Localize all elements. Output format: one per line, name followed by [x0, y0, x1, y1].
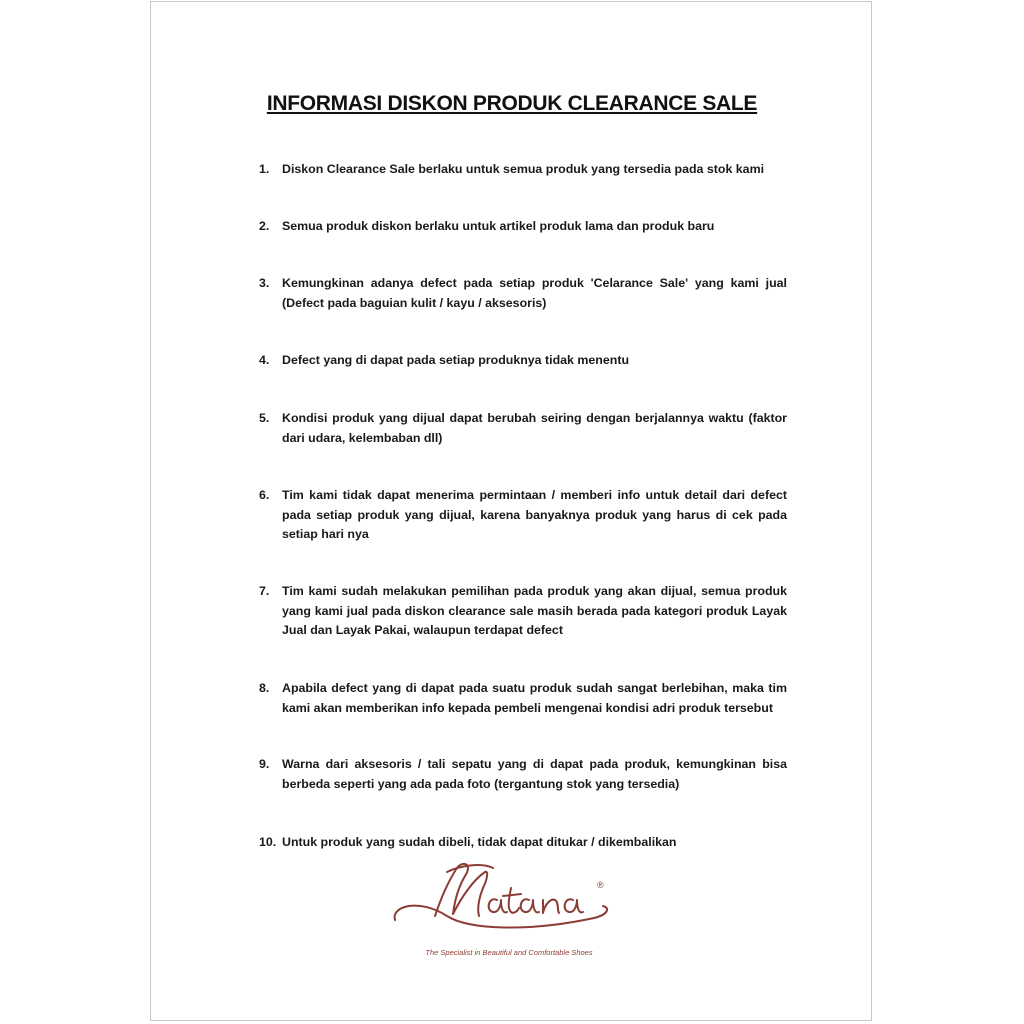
item-number: 7. [259, 584, 270, 598]
item-text: Diskon Clearance Sale berlaku untuk semua produk yang tersedia pada stok kami [282, 162, 765, 176]
item-number: 1. [259, 162, 270, 176]
item-text: Warna dari aksesoris / tali sepatu yang di dapat pada produk, kemungkinan bisa berbeda seperti yang ada pada foto (tergantung stok yang tersedia) [282, 757, 787, 791]
item-number: 8. [259, 681, 270, 695]
brand-logo [389, 858, 629, 968]
item-number: 3. [259, 276, 270, 290]
list-item [259, 409, 787, 448]
list-item [259, 274, 787, 313]
logo-tagline: The Specialist in Beautiful and Comfortable Shoes [425, 948, 593, 957]
item-number: 2. [259, 219, 270, 233]
registered-mark: ® [597, 880, 604, 890]
list-item [259, 160, 787, 180]
item-number: 10. [259, 835, 277, 849]
document-page [150, 1, 872, 1021]
list-item [259, 755, 787, 794]
list-item [259, 217, 787, 237]
list-item [259, 486, 787, 545]
item-text: Kemungkinan adanya defect pada setiap produk 'Celarance Sale' yang kami jual (Defect pada baguian kulit / kayu / aksesoris) [282, 276, 787, 310]
item-text: Defect yang di dapat pada setiap produknya tidak menentu [282, 353, 630, 367]
item-number: 9. [259, 757, 270, 771]
list-item [259, 351, 787, 371]
list-item [259, 833, 787, 853]
item-number: 5. [259, 411, 270, 425]
item-text: Untuk produk yang sudah dibeli, tidak dapat ditukar / dikembalikan [282, 835, 677, 849]
item-number: 6. [259, 488, 270, 502]
item-text: Apabila defect yang di dapat pada suatu produk sudah sangat berlebihan, maka tim kami akan memberikan info kepada pembeli mengenai kondisi adri produk tersebut [282, 681, 787, 715]
item-text: Semua produk diskon berlaku untuk artikel produk lama dan produk baru [282, 219, 715, 233]
item-text: Tim kami sudah melakukan pemilihan pada produk yang akan dijual, semua produk yang kami jual pada diskon clearance sale masih berada pada kategori produk Layak Jual dan Layak Pakai, walaupun terdapat defect [282, 584, 787, 637]
item-text: Tim kami tidak dapat menerima permintaan / memberi info untuk detail dari defect pada setiap produk yang dijual, karena banyaknya produk yang harus di cek pada setiap hari nya [282, 488, 787, 541]
item-text: Kondisi produk yang dijual dapat berubah seiring dengan berjalannya waktu (faktor dari udara, kelembaban dll) [282, 411, 787, 445]
list-item [259, 582, 787, 641]
list-item [259, 679, 787, 718]
document-title: INFORMASI DISKON PRODUK CLEARANCE SALE [266, 92, 758, 115]
logo-script-mark [389, 858, 629, 946]
item-number: 4. [259, 353, 270, 367]
